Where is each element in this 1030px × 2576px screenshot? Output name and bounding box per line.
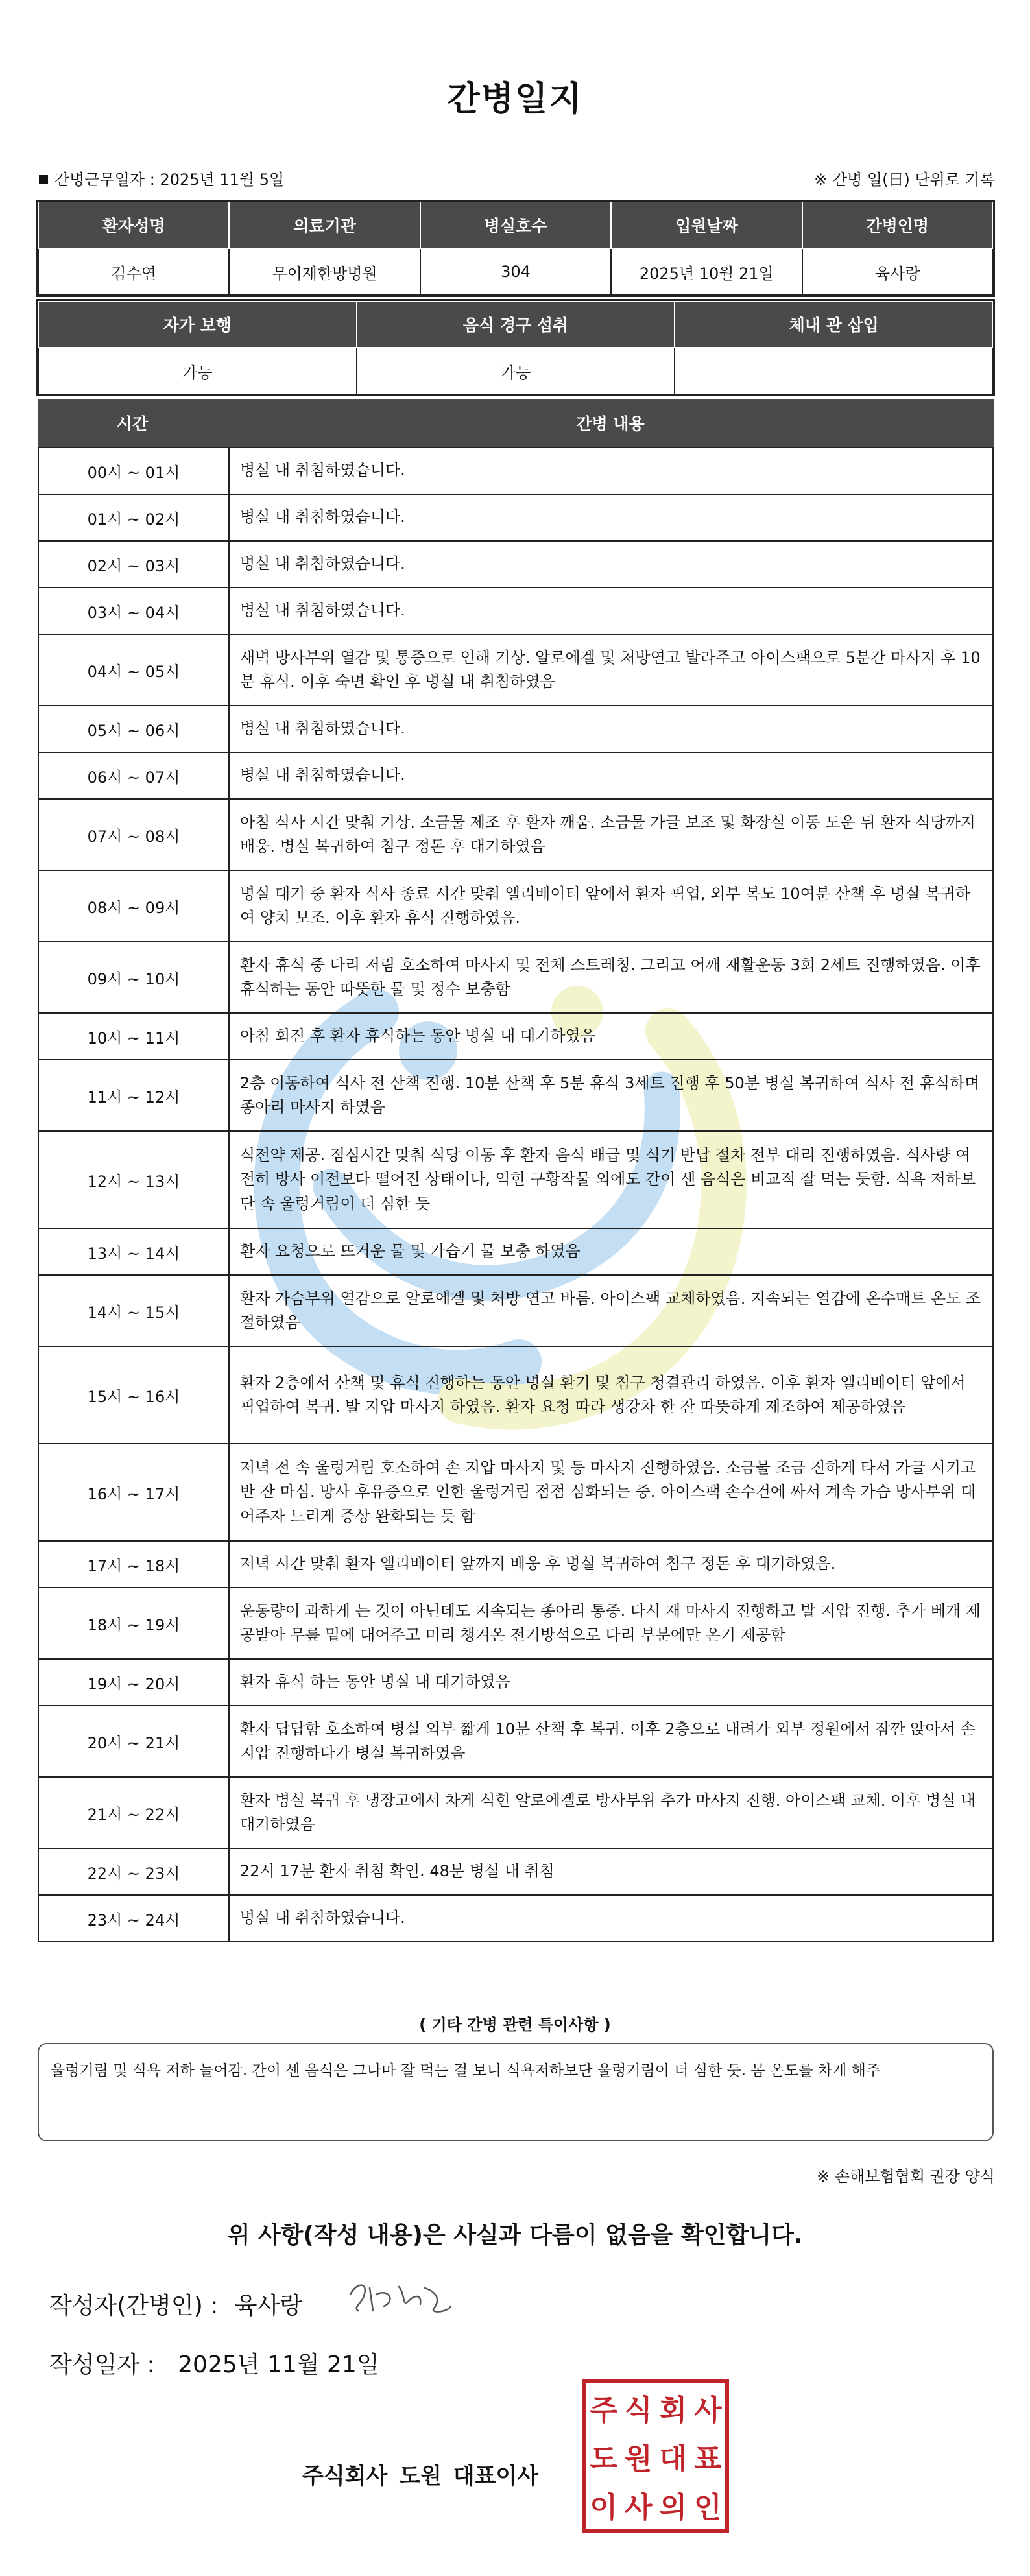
header-room: 병실호수 xyxy=(420,202,611,248)
log-time: 01시 ~ 02시 xyxy=(39,495,230,540)
log-row xyxy=(38,1706,994,1778)
seal-char: 이 xyxy=(590,2491,617,2525)
log-time: 19시 ~ 20시 xyxy=(39,1660,230,1705)
log-row xyxy=(38,1542,994,1588)
header-caregiver: 간병인명 xyxy=(802,202,993,248)
confirm-statement: 위 사항(작성 내용)은 사실과 다름이 없음을 확인합니다. xyxy=(227,2222,803,2248)
header-walking: 자가 보행 xyxy=(38,301,357,348)
log-row xyxy=(38,447,994,495)
log-time: 18시 ~ 19시 xyxy=(39,1588,230,1658)
log-time: 09시 ~ 10시 xyxy=(39,942,230,1012)
square-bullet-icon xyxy=(39,175,48,184)
recommend-note: ※ 손해보험협회 권장 양식 xyxy=(817,2167,995,2186)
patient-table xyxy=(38,201,994,296)
work-date xyxy=(39,167,284,189)
log-time: 12시 ~ 13시 xyxy=(39,1132,230,1228)
caregiver-name: 육사랑 xyxy=(802,248,993,295)
log-row xyxy=(38,542,994,588)
log-row xyxy=(38,706,994,753)
log-time: 02시 ~ 03시 xyxy=(39,542,230,587)
log-row xyxy=(38,1132,994,1229)
log-time: 04시 ~ 05시 xyxy=(39,635,230,705)
room-number: 304 xyxy=(420,248,611,295)
walking-value: 가능 xyxy=(38,348,357,394)
log-time: 11시 ~ 12시 xyxy=(39,1060,230,1130)
ability-table xyxy=(38,300,994,395)
seal-char: 사 xyxy=(624,2491,653,2525)
log-row xyxy=(38,495,994,542)
oral-intake-value: 가능 xyxy=(357,348,675,394)
notes-title: ( 기타 간병 관련 특이사항 ) xyxy=(419,2016,611,2034)
header-hospital: 의료기관 xyxy=(229,202,420,248)
notes-text: 울렁거림 및 식욕 저하 늘어감. 간이 센 음식은 그나마 잘 먹는 걸 보니 식욕저하보단 울렁거림이 더 심한 듯. 몸 온도를 차게 해주 xyxy=(51,2062,881,2079)
seal-char: 사 xyxy=(693,2393,722,2427)
header-tube: 체내 관 삽입 xyxy=(675,301,993,348)
log-content: 저녁 시간 맞춰 환자 엘리베이터 앞까지 배웅 후 병실 복귀하여 침구 정돈 후 대기하였음. xyxy=(240,1555,836,1573)
log-time: 22시 ~ 23시 xyxy=(39,1849,230,1894)
seal-char: 주 xyxy=(590,2393,617,2427)
work-date-label: 간병근무일자 : 2025년 11월 5일 xyxy=(54,171,285,189)
hospital-name: 무이재한방병원 xyxy=(229,248,420,295)
header-patient-name: 환자성명 xyxy=(38,202,229,248)
seal-char: 의 xyxy=(659,2491,687,2525)
log-row xyxy=(38,1276,994,1347)
company-name: 주식회사 도원 대표이사 xyxy=(302,2463,539,2489)
log-row xyxy=(38,942,994,1014)
admission-date: 2025년 10월 21일 xyxy=(611,248,802,295)
log-row xyxy=(38,1444,994,1542)
log-content: 병실 내 취침하였습니다. xyxy=(240,1909,405,1927)
log-content: 새벽 방사부위 열감 및 통증으로 인해 기상. 알로에겔 및 처방연고 발라주고 아이스팩으로 5분간 마사지 후 10분 휴식. 이후 숙면 확인 후 병실 내 취침하였음 xyxy=(240,648,981,691)
log-row xyxy=(38,1660,994,1706)
log-content: 아침 회진 후 환자 휴식하는 동안 병실 내 대기하였음 xyxy=(240,1027,595,1045)
log-content: 저녁 전 속 울렁거림 호소하여 손 지압 마사지 및 등 마사지 진행하였음. 소금물 조금 진하게 타서 가글 시키고 반 잔 마심. 방사 후유증으로 인한 울렁거림 점점 심화되는 중. 아이스팩 손수건에 싸서 계속 가슴 방사부위 대어주자 느리게 증상 완화되는 듯 함 xyxy=(240,1459,976,1525)
log-row xyxy=(38,635,994,706)
log-content: 운동량이 과하게 는 것이 아닌데도 지속되는 종아리 통증. 다시 재 마사지 진행하고 발 지압 진행. 추가 베개 제공받아 무릎 밑에 대어주고 미리 챙겨온 전기방석으로 다리 부분에만 온기 제공함 xyxy=(240,1601,981,1644)
seal-char: 표 xyxy=(693,2442,722,2475)
log-content: 아침 식사 시간 맞춰 기상. 소금물 제조 후 환자 깨움. 소금물 가글 보조 및 화장실 이동 도운 뒤 환자 식당까지 배웅. 병실 복귀하여 침구 정돈 후 대기하였음 xyxy=(240,813,976,855)
written-date xyxy=(49,2346,379,2379)
log-time: 20시 ~ 21시 xyxy=(39,1706,230,1776)
log-time: 16시 ~ 17시 xyxy=(39,1444,230,1540)
company-seal xyxy=(582,2379,729,2533)
log-content: 환자 휴식 중 다리 저림 호소하여 마사지 및 전체 스트레칭. 그리고 어깨 재활운동 3회 2세트 진행하였음. 이후 휴식하는 동안 따뜻한 물 및 정수 보충함 xyxy=(240,955,981,998)
log-time: 23시 ~ 24시 xyxy=(39,1896,230,1941)
seal-char: 회 xyxy=(659,2393,687,2427)
notes-box xyxy=(38,2043,994,2141)
log-row xyxy=(38,800,994,871)
log-content: 환자 2층에서 산책 및 휴식 진행하는 동안 병실 환기 및 침구 청결관리 하였음. 이후 환자 엘리베이터 앞에서 픽업하여 복귀. 발 지압 마사지 하였음. 환자 요청 따라 생강차 한 잔 따뜻하게 제조하여 제공하였음 xyxy=(240,1373,966,1416)
log-time: 03시 ~ 04시 xyxy=(39,588,230,634)
log-row xyxy=(38,1896,994,1942)
log-row xyxy=(38,1014,994,1060)
log-content: 병실 내 취침하였습니다. xyxy=(240,766,405,785)
header-oral-intake: 음식 경구 섭취 xyxy=(357,301,675,348)
log-time: 08시 ~ 09시 xyxy=(39,871,230,941)
log-row xyxy=(38,588,994,635)
log-content: 병실 내 취침하였습니다. xyxy=(240,508,405,527)
log-content: 환자 병실 복귀 후 냉장고에서 차게 식힌 알로에겔로 방사부위 추가 마사지 진행. 아이스팩 교체. 이후 병실 내 대기하였음 xyxy=(240,1791,976,1833)
writer-label: 작성자(간병인) : xyxy=(49,2293,219,2319)
log-time: 07시 ~ 08시 xyxy=(39,800,230,870)
log-content: 병실 내 취침하였습니다. xyxy=(240,719,405,738)
unit-note: ※ 간병 일(日) 단위로 기록 xyxy=(814,171,995,189)
writer-line xyxy=(49,2287,302,2320)
seal-char: 원 xyxy=(624,2442,653,2475)
log-rows xyxy=(38,447,994,1942)
log-row xyxy=(38,1060,994,1132)
log-time: 21시 ~ 22시 xyxy=(39,1778,230,1848)
log-row xyxy=(38,753,994,800)
log-time: 15시 ~ 16시 xyxy=(39,1347,230,1443)
content-header: 간병 내용 xyxy=(576,414,645,433)
document-title: 간병일지 xyxy=(447,80,583,119)
log-time: 10시 ~ 11시 xyxy=(39,1014,230,1059)
log-content: 병실 내 취침하였습니다. xyxy=(240,555,405,573)
log-content: 환자 답답함 호소하여 병실 외부 짧게 10분 산책 후 복귀. 이후 2층으로 내려가 외부 정원에서 잠깐 앉아서 손 지압 진행하다가 병실 복귀하였음 xyxy=(240,1719,976,1762)
log-content: 환자 가슴부위 열감으로 알로에겔 및 처방 연고 바름. 아이스팩 교체하였음. 지속되는 열감에 온수매트 온도 조절하였음 xyxy=(240,1289,981,1331)
seal-char: 인 xyxy=(693,2491,722,2525)
tube-value xyxy=(675,348,993,394)
date-value: 2025년 11월 21일 xyxy=(178,2352,379,2378)
log-content: 22시 17분 환자 취침 확인. 48분 병실 내 취침 xyxy=(240,1862,555,1881)
log-row xyxy=(38,871,994,942)
log-header xyxy=(38,399,994,447)
log-content: 2층 이동하여 식사 전 산책 진행. 10분 산책 후 5분 휴식 3세트 진행 후 50분 병실 복귀하여 식사 전 휴식하며 종아리 마사지 하였음 xyxy=(240,1073,980,1116)
log-row xyxy=(38,1778,994,1849)
seal-char: 식 xyxy=(624,2393,653,2427)
log-time: 06시 ~ 07시 xyxy=(39,753,230,798)
header-admission-date: 입원날짜 xyxy=(611,202,802,248)
care-log xyxy=(38,399,994,1942)
log-row xyxy=(38,1229,994,1276)
log-content: 식전약 제공. 점심시간 맞춰 식당 이동 후 환자 음식 배급 및 식기 반납 절차 전부 대리 진행하였음. 식사량 여전히 방사 이전보다 떨어진 상태이나, 익힌 구황작물 외에도 간이 센 음식은 비교적 잘 먹는 듯함. 식욕 저하보단 속 울렁거림이 더 심한 듯 xyxy=(240,1146,976,1213)
log-time: 13시 ~ 14시 xyxy=(39,1229,230,1274)
writer-name: 육사랑 xyxy=(234,2293,303,2319)
log-content: 병실 내 취침하였습니다. xyxy=(240,461,405,480)
seal-char: 도 xyxy=(590,2442,617,2475)
time-header: 시간 xyxy=(116,414,149,433)
patient-name: 김수연 xyxy=(38,248,229,295)
log-content: 병실 내 취침하였습니다. xyxy=(240,601,405,620)
log-time: 05시 ~ 06시 xyxy=(39,706,230,752)
log-content: 환자 요청으로 뜨거운 물 및 가습기 물 보충 하였음 xyxy=(240,1242,581,1261)
log-content: 환자 휴식 하는 동안 병실 내 대기하였음 xyxy=(240,1673,510,1691)
log-row xyxy=(38,1347,994,1444)
seal-char: 대 xyxy=(659,2442,687,2475)
log-time: 17시 ~ 18시 xyxy=(39,1542,230,1587)
handwritten-signature xyxy=(344,2275,454,2320)
log-time: 00시 ~ 01시 xyxy=(39,448,230,494)
log-row xyxy=(38,1588,994,1660)
date-label: 작성일자 : xyxy=(49,2352,155,2378)
log-content: 병실 대기 중 환자 식사 종료 시간 맞춰 엘리베이터 앞에서 환자 픽업, 외부 복도 10여분 산책 후 병실 복귀하여 양치 보조. 이후 환자 휴식 진행하였음. xyxy=(240,884,971,927)
log-row xyxy=(38,1849,994,1896)
log-time: 14시 ~ 15시 xyxy=(39,1276,230,1346)
